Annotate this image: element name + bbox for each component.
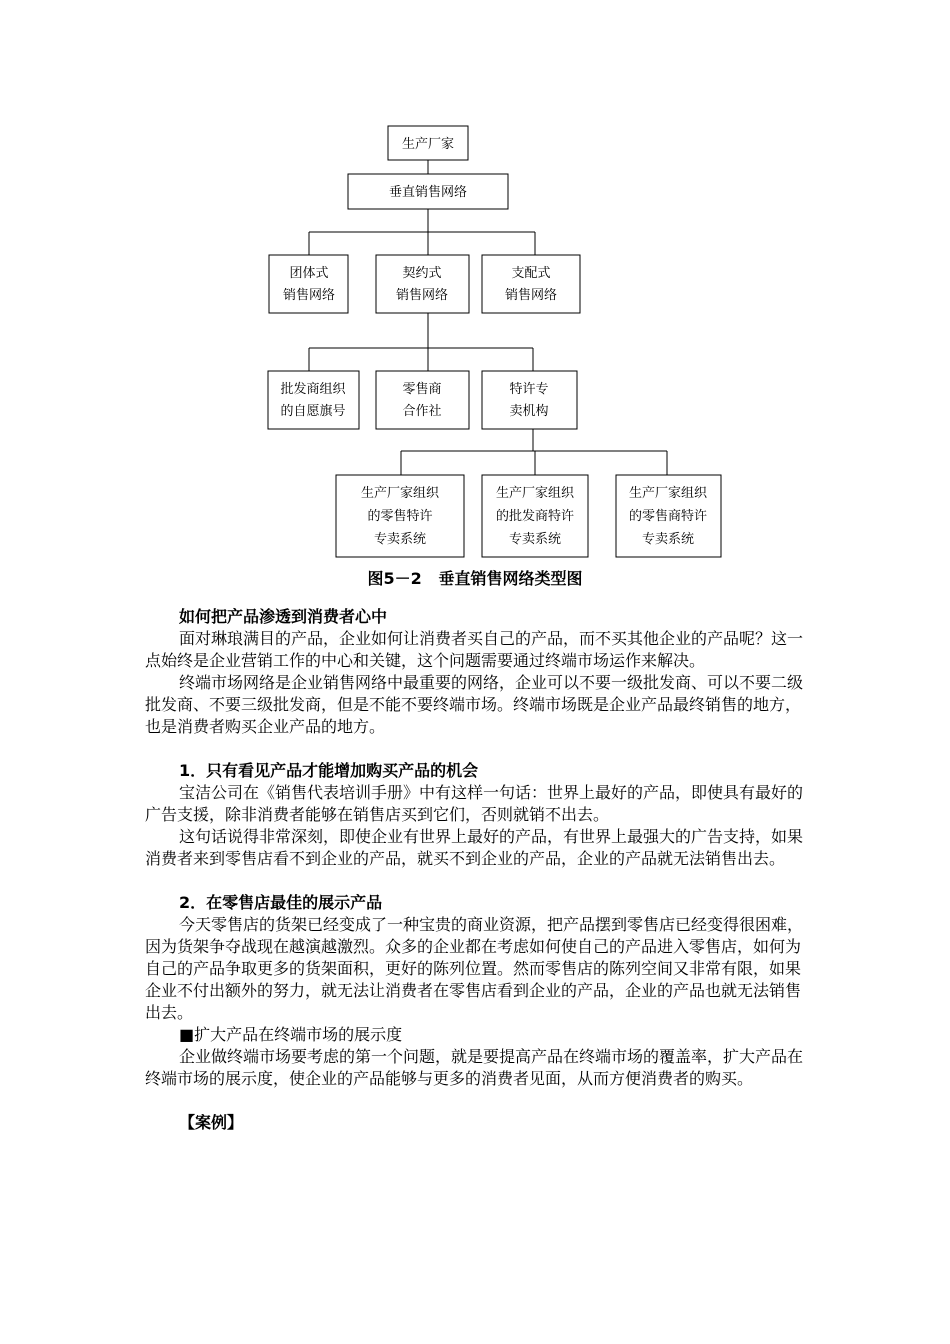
- franchise-agency-line1: 特许专: [509, 382, 549, 397]
- box-contract-network: [376, 255, 469, 313]
- retail-franchise-line1: 生产厂家组织: [360, 486, 440, 501]
- retail-franchise-line3: 专卖系统: [373, 532, 427, 547]
- wholesaler-voluntary-line2: 的自愿旗号: [280, 404, 346, 419]
- manufacturer-label: 生产厂家: [401, 137, 455, 152]
- wholesaler-franchise-line3: 专卖系统: [508, 532, 562, 547]
- retailer-franchise-line2: 的零售商特许: [628, 509, 708, 524]
- wholesaler-franchise-line1: 生产厂家组织: [495, 486, 575, 501]
- retailer-cooperative-line2: 合作社: [402, 404, 442, 419]
- control-network-line1: 支配式: [511, 266, 551, 281]
- figure-number: 图5－2: [367, 569, 422, 588]
- contract-network-line2: 销售网络: [395, 288, 449, 303]
- group-network-line2: 销售网络: [282, 288, 336, 303]
- bullet-heading: ■扩大产品在终端市场的展示度: [179, 1025, 403, 1044]
- paragraph-3: 宝洁公司在《销售代表培训手册》中有这样一句话：世界上最好的产品，即使具有最好的广告支援，除非消费者能够在销售店买到它们，否则就销不出去。: [145, 783, 804, 824]
- paragraph-2: 终端市场网络是企业销售网络中最重要的网络，企业可以不要一级批发商、可以不要二级批发商、不要三级批发商，但是不能不要终端市场。终端市场既是企业产品最终销售的地方，也是消费者购买企业产品的地方。: [145, 673, 804, 736]
- control-network-line2: 销售网络: [504, 288, 558, 303]
- retailer-cooperative-line1: 零售商: [402, 382, 442, 397]
- box-retailer-cooperative: [376, 371, 469, 429]
- box-control-network: [482, 255, 580, 313]
- retailer-franchise-line3: 专卖系统: [641, 532, 695, 547]
- section-heading: 如何把产品渗透到消费者心中: [179, 607, 388, 626]
- franchise-agency-line2: 卖机构: [509, 404, 549, 419]
- contract-network-line1: 契约式: [402, 266, 442, 281]
- article-body: [145, 606, 810, 1134]
- group-network-line1: 团体式: [289, 266, 329, 281]
- case-label: 【案例】: [179, 1113, 244, 1132]
- figure-caption: [0, 566, 950, 589]
- heading-2: 2．在零售店最佳的展示产品: [179, 893, 383, 912]
- box-franchise-agency: [482, 371, 577, 429]
- box-wholesaler-voluntary: [268, 371, 359, 429]
- wholesaler-franchise-line2: 的批发商特许: [495, 509, 575, 524]
- paragraph-4: 这句话说得非常深刻，即使企业有世界上最好的产品，有世界上最强大的广告支持，如果消费者来到零售店看不到企业的产品，就买不到企业的产品，企业的产品就无法销售出去。: [145, 827, 804, 868]
- paragraph-1: 面对琳琅满目的产品，企业如何让消费者买自己的产品，而不买其他企业的产品呢？这一点始终是企业营销工作的中心和关键，这个问题需要通过终端市场运作来解决。: [145, 629, 804, 670]
- wholesaler-voluntary-line1: 批发商组织: [280, 382, 346, 397]
- retailer-franchise-line1: 生产厂家组织: [628, 486, 708, 501]
- figure-title: 垂直销售网络类型图: [438, 569, 583, 588]
- retail-franchise-line2: 的零售特许: [367, 509, 433, 524]
- heading-1: 1．只有看见产品才能增加购买产品的机会: [179, 761, 479, 780]
- vertical-network-label: 垂直销售网络: [388, 185, 468, 200]
- paragraph-5: 今天零售店的货架已经变成了一种宝贵的商业资源，把产品摆到零售店已经变得很困难，因为货架争夺战现在越演越激烈。众多的企业都在考虑如何使自己的产品进入零售店，如何为自己的产品争取更多的货架面积，更好的陈列位置。然而零售店的陈列空间又非常有限，如果企业不付出额外的努力，就无法让消费者在零售店看到企业的产品，企业的产品也就无法销售出去。: [145, 915, 804, 1022]
- vertical-sales-network-diagram: [0, 0, 950, 570]
- box-group-network: [269, 255, 348, 313]
- paragraph-6: 企业做终端市场要考虑的第一个问题，就是要提高产品在终端市场的覆盖率，扩大产品在终端市场的展示度，使企业的产品能够与更多的消费者见面，从而方便消费者的购买。: [145, 1047, 804, 1088]
